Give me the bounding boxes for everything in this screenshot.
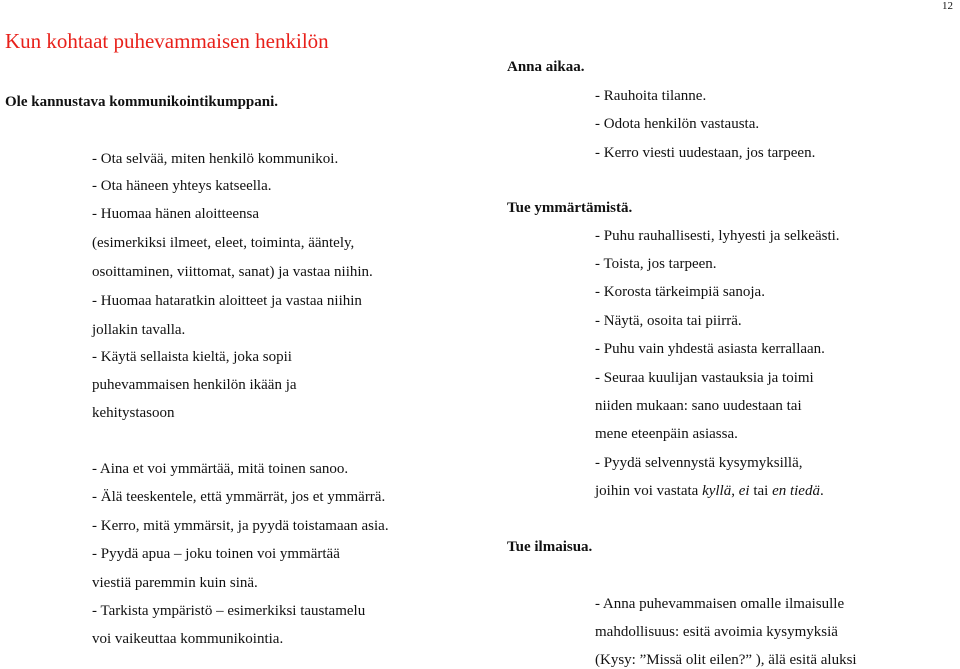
- left-line: - Käytä sellaista kieltä, joka sopii: [92, 349, 292, 365]
- heading-support-understanding: Tue ymmärtämistä.: [507, 200, 633, 216]
- left-line: viestiä paremmin kuin sinä.: [92, 575, 258, 591]
- left-line: - Tarkista ympäristö – esimerkiksi taustamelu: [92, 603, 366, 619]
- yes-word: kyllä: [702, 483, 732, 499]
- heading-give-time: Anna aikaa.: [507, 59, 585, 75]
- right-line: - Rauhoita tilanne.: [595, 88, 707, 104]
- right-line: mahdollisuus: esitä avoimia kysymyksiä: [595, 624, 838, 640]
- right-line: - Kerro viesti uudestaan, jos tarpeen.: [595, 145, 816, 161]
- left-line: - Älä teeskentele, että ymmärrät, jos et ymmärrä.: [92, 489, 386, 505]
- right-line: - Odota henkilön vastausta.: [595, 116, 760, 132]
- right-line: mene eteenpäin asiassa.: [595, 426, 738, 442]
- left-line: voi vaikeuttaa kommunikointia.: [92, 631, 284, 647]
- yes-no-line: [595, 484, 824, 499]
- no-word: ei: [738, 483, 750, 499]
- right-line: - Pyydä selvennystä kysymyksillä,: [595, 455, 803, 471]
- left-line: jollakin tavalla.: [92, 322, 186, 338]
- yes-no-suffix: .: [819, 483, 824, 499]
- left-line: - Pyydä apua – joku toinen voi ymmärtää: [92, 546, 340, 562]
- yes-no-mid: tai: [749, 483, 773, 499]
- yes-no-sep: ,: [731, 483, 739, 499]
- page-title: Kun kohtaat puhevammaisen henkilön: [5, 29, 329, 53]
- right-line: - Seuraa kuulijan vastauksia ja toimi: [595, 370, 814, 386]
- left-line: (esimerkiksi ilmeet, eleet, toiminta, ääntely,: [92, 235, 355, 251]
- right-line: - Puhu rauhallisesti, lyhyesti ja selkeästi.: [595, 228, 840, 244]
- left-subtitle: Ole kannustava kommunikointikumppani.: [5, 94, 279, 110]
- heading-support-expression: Tue ilmaisua.: [507, 539, 593, 555]
- yes-no-prefix: joihin voi vastata: [595, 483, 703, 499]
- left-line: - Huomaa hataratkin aloitteet ja vastaa niihin: [92, 293, 362, 309]
- right-line: - Näytä, osoita tai piirrä.: [595, 313, 742, 329]
- right-line: niiden mukaan: sano uudestaan tai: [595, 398, 802, 414]
- right-line: - Korosta tärkeimpiä sanoja.: [595, 284, 765, 300]
- dont-know-word: en tiedä: [772, 483, 820, 499]
- left-line: - Huomaa hänen aloitteensa: [92, 206, 260, 222]
- left-line: - Aina et voi ymmärtää, mitä toinen sanoo.: [92, 461, 349, 477]
- left-line: - Ota häneen yhteys katseella.: [92, 178, 272, 194]
- page-number: 12: [942, 0, 953, 12]
- left-line: kehitystasoon: [92, 405, 175, 421]
- right-line: - Anna puhevammaisen omalle ilmaisulle: [595, 596, 845, 612]
- left-line: - Ota selvää, miten henkilö kommunikoi.: [92, 151, 339, 167]
- right-line: (Kysy: ”Missä olit eilen?” ), älä esitä aluksi: [595, 652, 857, 668]
- left-line: puhevammaisen henkilön ikään ja: [92, 377, 297, 393]
- left-line: - Kerro, mitä ymmärsit, ja pyydä toistamaan asia.: [92, 518, 389, 534]
- left-line: osoittaminen, viittomat, sanat) ja vastaa niihin.: [92, 264, 373, 280]
- right-line: - Toista, jos tarpeen.: [595, 256, 717, 272]
- right-line: - Puhu vain yhdestä asiasta kerrallaan.: [595, 341, 825, 357]
